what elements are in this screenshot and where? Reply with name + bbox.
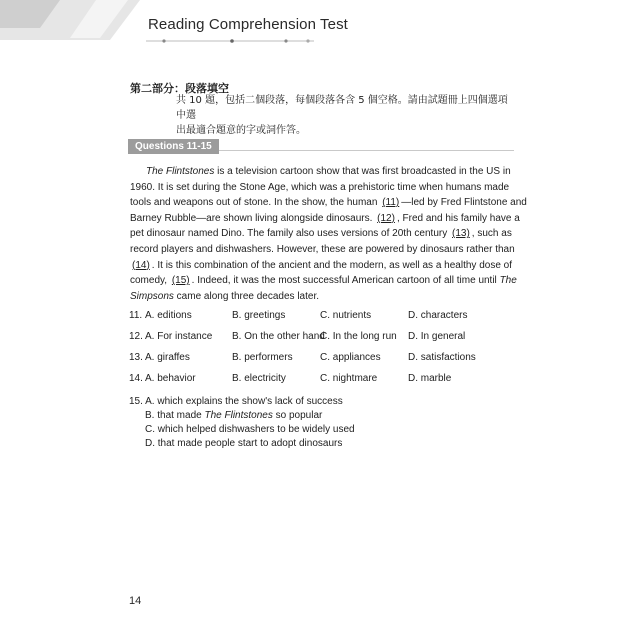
option-b: B. that made The Flintstones so popular — [145, 410, 323, 421]
option-c: C. appliances — [320, 352, 381, 363]
passage — [130, 164, 527, 304]
option-a: A. giraffes — [145, 352, 190, 363]
option-a: A. editions — [145, 310, 192, 321]
header-rule — [146, 38, 316, 48]
page-number: 14 — [129, 595, 142, 607]
option-b: B. On the other hand — [232, 331, 325, 342]
questions-tag — [128, 136, 514, 151]
passage-line: 1960. It is set during the Stone Age, which was a prehistoric time when humans made — [130, 181, 510, 193]
option-a: A. which explains the show's lack of success — [145, 396, 343, 407]
option-b: B. performers — [232, 352, 293, 363]
passage-line: Simpsons came along three decades later. — [130, 290, 319, 302]
option-d: D. marble — [408, 373, 452, 384]
question-15-line-a — [129, 395, 355, 409]
questions-tag-label: Questions 11-15 — [128, 139, 219, 154]
option-b: B. electricity — [232, 373, 286, 384]
passage-line: tools and weapons out of stone. In the show, the human (11) —led by Fred Flintstone and — [130, 197, 527, 209]
instructions — [176, 93, 516, 138]
passage-line: The Flintstones is a television cartoon show that was first broadcasted in the US in — [146, 166, 511, 177]
question-number: 15. — [129, 396, 143, 407]
option-c: C. which helped dishwashers to be widely used — [145, 424, 355, 435]
blank-13: (13) — [452, 228, 470, 240]
option-b: B. greetings — [232, 310, 286, 321]
option-c: C. nightmare — [320, 373, 378, 384]
option-d: D. that made people start to adopt dinosaurs — [145, 438, 343, 449]
instructions-line-2: 出最適合題意的字或詞作答。 — [176, 125, 306, 136]
blank-12: (12) — [377, 212, 395, 224]
option-d: D. In general — [408, 331, 466, 342]
question-number: 13. — [129, 352, 143, 363]
blank-15: (15) — [171, 275, 190, 287]
header-title: Reading Comprehension Test — [148, 16, 348, 33]
section-label: 第二部分：段落填空 — [130, 82, 229, 95]
show-title: The Flintstones — [146, 166, 215, 177]
blank-14: (14) — [132, 259, 150, 271]
option-d: D. satisfactions — [408, 352, 476, 363]
option-a: A. For instance — [145, 331, 213, 342]
question-number: 14. — [129, 373, 143, 384]
question-15 — [129, 395, 355, 451]
passage-line: comedy, (15) . Indeed, it was the most successful American cartoon of all time until The — [130, 275, 517, 287]
question-number: 12. — [129, 331, 143, 342]
passage-line: pet dinosaur named Dino. The family also uses versions of 20th century (13) , such as — [130, 228, 512, 240]
option-d: D. characters — [408, 310, 468, 321]
passage-line: Barney Rubble—are shown living alongside dinosaurs. (12) , Fred and his family have a — [130, 212, 520, 224]
option-c: C. In the long run — [320, 331, 397, 342]
option-c: C. nutrients — [320, 310, 372, 321]
corner-decoration — [0, 0, 140, 40]
question-number: 11. — [129, 310, 143, 321]
instructions-line-1: 共 10 題，包括二個段落，每個段落各含 5 個空格。請由試題冊上四個選項中選 — [176, 95, 508, 121]
option-a: A. behavior — [145, 373, 196, 384]
passage-line: record players and dishwashers. However, these are powered by dinosaurs rather than — [130, 243, 515, 255]
passage-line: (14) . It is this combination of the ancient and the modern, as well as a healthy dose of — [132, 259, 513, 271]
blank-11: (11) — [382, 197, 400, 209]
